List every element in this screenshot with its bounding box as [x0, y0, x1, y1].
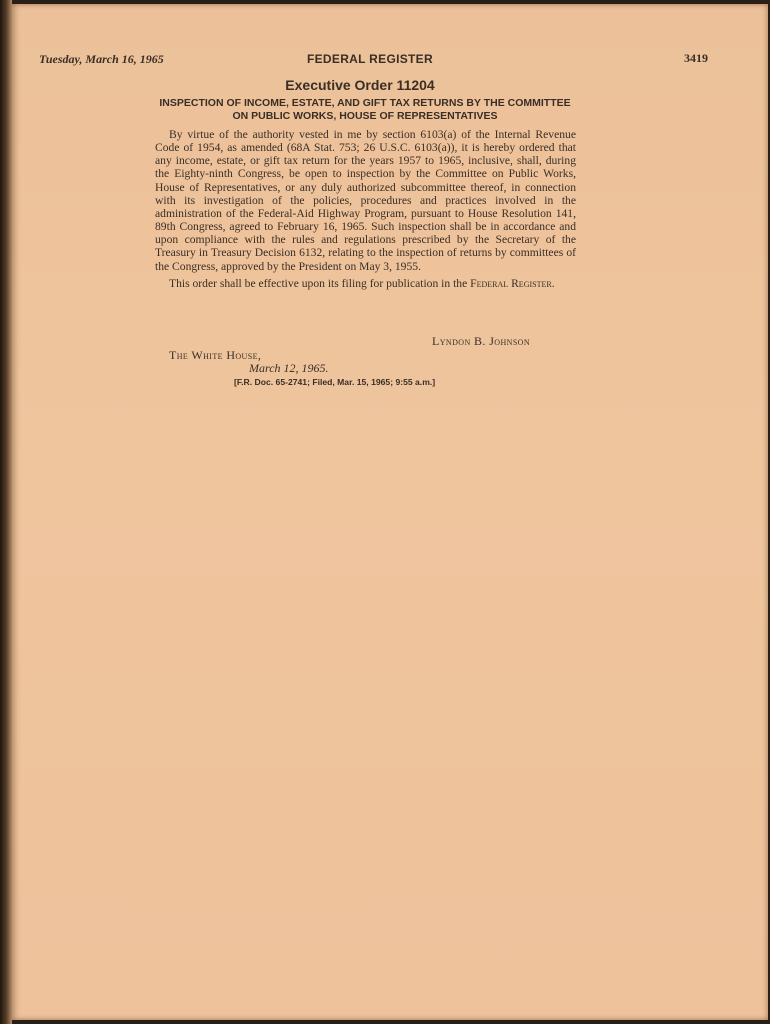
federal-register-reference: Federal Register. [470, 276, 555, 290]
signature: Lyndon B. Johnson [432, 334, 531, 348]
filing-note: [F.R. Doc. 65-2741; Filed, Mar. 15, 1965; 9:55 a.m.] [234, 377, 436, 387]
header-date: Tuesday, March 16, 1965 [39, 52, 164, 66]
order-paragraph-2 [155, 277, 576, 290]
document-page [12, 4, 768, 1020]
signing-place: The White House, [169, 348, 262, 362]
order-paragraph-2-lead: This order shall be effective upon its filing for publication in the [169, 276, 468, 290]
order-body [155, 128, 576, 290]
header-publication: FEDERAL REGISTER [307, 52, 433, 66]
book-spine [0, 0, 12, 1024]
order-paragraph-1: By virtue of the authority vested in me by section 6103(a) of the Internal Revenue Code of 1954, as amended (68A Stat. 753; 26 U.S.C. 6103(a)), it is hereby ordered that any income, estate, or gift tax return for the years 1957 to 1965, inclusive, shall, during the Eighty-ninth Congress, be open to inspection by the Committee on Public Works, House of Representatives, or any duly authorized subcommittee thereof, in connection with its investigation of the policies, procedures and practices involved in the administration of the Federal-Aid Highway Program, pursuant to House Resolution 141, 89th Congress, agreed to February 16, 1965. Such inspection shall be in accordance and upon compliance with the rules and regulations prescribed by the Secretary of the Treasury in Treasury Decision 6132, relating to the inspection of returns by committees of the Congress, approved by the President on May 3, 1955. [155, 128, 576, 273]
signing-date: March 12, 1965. [249, 361, 329, 375]
page-number: 3419 [684, 51, 708, 65]
order-title: Executive Order 11204 [285, 77, 435, 93]
order-subtitle: INSPECTION OF INCOME, ESTATE, AND GIFT TAX RETURNS BY THE COMMITTEE ON PUBLIC WORKS, HOUSE OF REPRESENTATIVES [159, 97, 571, 122]
